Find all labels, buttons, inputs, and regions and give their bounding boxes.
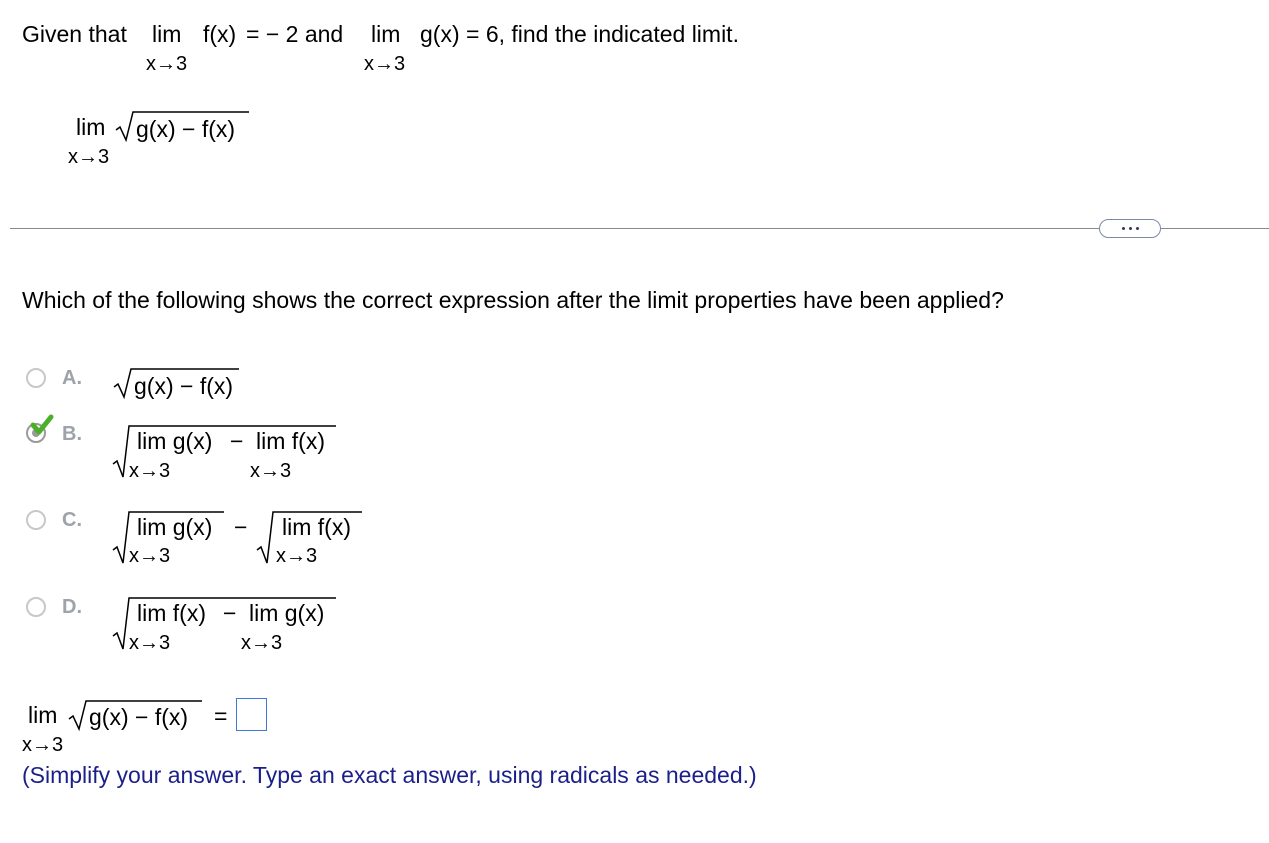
g-limit-text: g(x) = 6, find the indicated limit. bbox=[420, 21, 739, 47]
lim-f: lim f(x) bbox=[282, 514, 351, 540]
approach-label: x→3 bbox=[129, 545, 171, 567]
f-limit-value: = − 2 and bbox=[246, 21, 344, 47]
approach-label: x→3 bbox=[276, 545, 318, 567]
approach-label: x→3 bbox=[146, 53, 188, 75]
approach-label: x→3 bbox=[22, 734, 64, 756]
approach-label: x→3 bbox=[68, 146, 110, 168]
checkmark-icon bbox=[30, 414, 54, 436]
approach-label: x→3 bbox=[241, 632, 283, 654]
part1-prompt: Which of the following shows the correct expression after the limit properties have been applied? bbox=[22, 287, 1004, 313]
radicand: g(x) − f(x) bbox=[136, 116, 236, 142]
dot-icon bbox=[1136, 227, 1139, 230]
approach-label: x→3 bbox=[129, 460, 171, 482]
radio-button[interactable] bbox=[26, 368, 46, 388]
more-options-button[interactable] bbox=[1099, 219, 1161, 238]
equals-sign: = bbox=[214, 703, 228, 729]
option-radicand: g(x) − f(x) bbox=[134, 373, 234, 399]
f-expression: f(x) bbox=[203, 21, 237, 47]
lim-f: lim f(x) bbox=[256, 428, 325, 454]
radicand: g(x) − f(x) bbox=[89, 704, 189, 730]
option-letter: C. bbox=[62, 509, 82, 531]
approach-label: x→3 bbox=[364, 53, 406, 75]
approach-label: x→3 bbox=[250, 460, 292, 482]
lim-label: lim bbox=[76, 114, 106, 140]
section-divider bbox=[10, 228, 1269, 229]
answer-hint: (Simplify your answer. Type an exact answer, using radicals as needed.) bbox=[22, 762, 757, 788]
minus-sign: − bbox=[230, 428, 244, 454]
radio-button[interactable] bbox=[26, 597, 46, 617]
lim-label: lim bbox=[371, 21, 401, 47]
option-letter: A. bbox=[62, 367, 82, 389]
approach-label: x→3 bbox=[129, 632, 171, 654]
dot-icon bbox=[1129, 227, 1132, 230]
radio-button[interactable] bbox=[26, 510, 46, 530]
lim-label: lim bbox=[152, 21, 182, 47]
option-letter: D. bbox=[62, 596, 82, 618]
lim-f: lim f(x) bbox=[137, 600, 206, 626]
option-letter: B. bbox=[62, 423, 82, 445]
minus-sign: − bbox=[234, 514, 248, 540]
dot-icon bbox=[1122, 227, 1125, 230]
lim-g: lim g(x) bbox=[137, 428, 213, 454]
given-prefix: Given that bbox=[22, 21, 127, 47]
lim-label: lim bbox=[28, 702, 58, 728]
lim-g: lim g(x) bbox=[137, 514, 213, 540]
answer-input[interactable] bbox=[236, 698, 267, 731]
lim-g: lim g(x) bbox=[249, 600, 325, 626]
minus-sign: − bbox=[223, 600, 237, 626]
